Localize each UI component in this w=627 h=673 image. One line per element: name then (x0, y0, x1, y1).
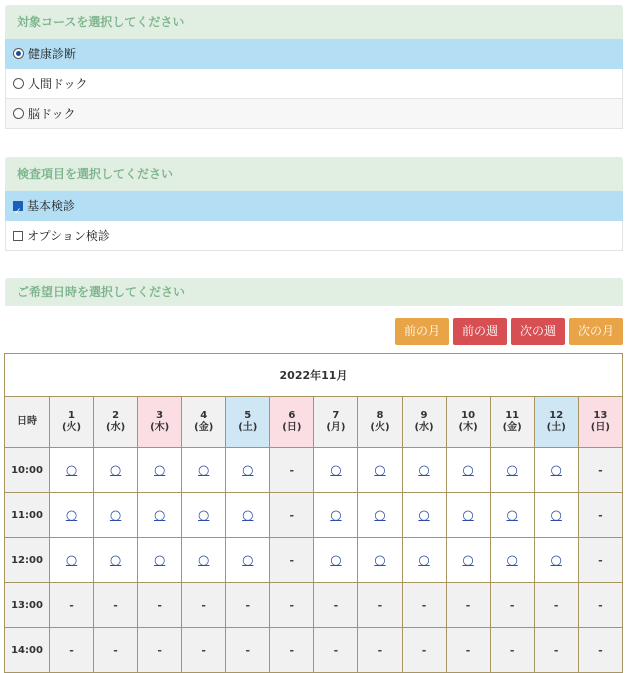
slot-unavailable: - (446, 583, 490, 628)
slot-unavailable: - (270, 538, 314, 583)
calendar-table (4, 353, 623, 673)
slot-available[interactable] (358, 448, 402, 493)
course-option-brain-dock[interactable] (5, 99, 623, 129)
slot-available[interactable] (446, 493, 490, 538)
prev-week-button[interactable]: 前の週 (453, 318, 507, 345)
day-weekday: (木) (458, 422, 478, 433)
slot-available-link[interactable]: ○ (109, 462, 122, 478)
day-header (358, 397, 402, 448)
slot-available-link[interactable]: ○ (418, 507, 430, 523)
calendar-body (5, 448, 623, 673)
course-option-human-dock[interactable] (5, 69, 623, 99)
day-weekday: (金) (194, 422, 214, 433)
day-header (270, 397, 314, 448)
slot-available-link[interactable]: ○ (374, 507, 386, 523)
day-number: 3 (156, 410, 164, 421)
slot-available-link[interactable]: ○ (198, 507, 210, 523)
slot-unavailable: - (402, 628, 446, 673)
day-weekday: (水) (106, 422, 126, 433)
slot-unavailable: - (94, 583, 138, 628)
items-section (5, 157, 623, 251)
slot-unavailable: - (358, 628, 402, 673)
next-week-button[interactable]: 次の週 (511, 318, 565, 345)
course-option-label: 人間ドック (28, 76, 88, 91)
day-weekday: (月) (326, 422, 346, 433)
slot-available[interactable] (94, 493, 138, 538)
slot-unavailable: - (182, 628, 226, 673)
slot-unavailable: - (94, 628, 138, 673)
slot-available-link[interactable]: ○ (418, 462, 430, 478)
slot-available-link[interactable]: ○ (550, 462, 562, 478)
slot-available-link[interactable]: ○ (462, 462, 474, 478)
time-row (5, 493, 623, 538)
slot-unavailable: - (314, 628, 358, 673)
slot-available-link[interactable]: ○ (506, 462, 518, 478)
day-number: 4 (200, 410, 208, 421)
slot-available-link[interactable]: ○ (330, 507, 342, 523)
day-weekday: (日) (590, 422, 610, 433)
day-number: 8 (376, 410, 384, 421)
slot-available[interactable] (226, 493, 270, 538)
slot-available[interactable] (50, 493, 94, 538)
checkbox-icon[interactable] (13, 231, 23, 241)
day-header (578, 397, 622, 448)
slot-unavailable: - (226, 628, 270, 673)
item-option-label: オプション検診 (27, 228, 110, 243)
slot-available[interactable] (226, 448, 270, 493)
slot-available[interactable] (534, 448, 578, 493)
slot-available-link[interactable]: ○ (109, 507, 122, 523)
slot-available[interactable] (490, 493, 534, 538)
day-number: 13 (593, 410, 608, 421)
slot-available[interactable] (94, 538, 138, 583)
slot-unavailable: - (138, 583, 182, 628)
slot-available-link[interactable]: ○ (506, 507, 518, 523)
slot-unavailable: - (578, 493, 622, 538)
slot-unavailable: - (50, 628, 94, 673)
slot-unavailable: - (270, 493, 314, 538)
day-header (182, 397, 226, 448)
slot-available-link[interactable]: ○ (242, 462, 254, 478)
day-number: 12 (549, 410, 564, 421)
slot-unavailable: - (358, 583, 402, 628)
slot-available[interactable] (182, 493, 226, 538)
item-option-basic[interactable] (5, 191, 623, 221)
day-number: 11 (505, 410, 520, 421)
slot-available[interactable] (138, 538, 182, 583)
course-section-title: 対象コースを選択してください (5, 5, 623, 39)
day-header (138, 397, 182, 448)
slot-available-link[interactable]: ○ (550, 507, 562, 523)
day-weekday: (火) (370, 422, 390, 433)
slot-available-link[interactable]: ○ (418, 552, 430, 568)
slot-unavailable: - (270, 628, 314, 673)
time-label: 10:00 (5, 448, 50, 493)
slot-unavailable: - (270, 448, 314, 493)
day-header (446, 397, 490, 448)
checkbox-checked-icon[interactable] (13, 201, 23, 211)
course-option-label: 脳ドック (28, 106, 76, 121)
slot-available-link[interactable]: ○ (109, 552, 122, 568)
day-number: 5 (244, 410, 252, 421)
day-number: 10 (461, 410, 476, 421)
day-weekday: (土) (546, 422, 566, 433)
slot-available[interactable] (490, 538, 534, 583)
slot-available-link[interactable]: ○ (330, 462, 342, 478)
prev-month-button[interactable]: 前の月 (395, 318, 449, 345)
day-number: 7 (332, 410, 340, 421)
slot-unavailable: - (138, 628, 182, 673)
slot-available[interactable] (94, 448, 138, 493)
time-row (5, 448, 623, 493)
day-number: 1 (68, 410, 76, 421)
time-column-header: 日時 (5, 397, 50, 448)
slot-unavailable: - (534, 583, 578, 628)
slot-available[interactable] (358, 493, 402, 538)
day-weekday: (土) (238, 422, 258, 433)
day-header (314, 397, 358, 448)
slot-available[interactable] (534, 538, 578, 583)
item-option-optional[interactable] (5, 221, 623, 251)
day-header (50, 397, 94, 448)
calendar-month-label: 2022年11月 (5, 354, 623, 397)
radio-icon[interactable] (13, 78, 24, 89)
day-weekday: (火) (61, 422, 82, 433)
slot-available-link[interactable]: ○ (65, 507, 78, 523)
slot-unavailable: - (226, 583, 270, 628)
radio-icon[interactable] (13, 108, 24, 119)
slot-available[interactable] (402, 538, 446, 583)
slot-available[interactable] (358, 538, 402, 583)
slot-unavailable: - (446, 628, 490, 673)
slot-available-link[interactable]: ○ (242, 552, 254, 568)
slot-available-link[interactable]: ○ (198, 552, 210, 568)
slot-available-link[interactable]: ○ (462, 552, 474, 568)
time-row (5, 628, 623, 673)
slot-unavailable: - (578, 628, 622, 673)
slot-available[interactable] (182, 448, 226, 493)
day-weekday: (日) (282, 422, 302, 433)
slot-available-link[interactable]: ○ (462, 507, 474, 523)
slot-available[interactable] (402, 493, 446, 538)
calendar-nav (395, 318, 623, 345)
slot-available-link[interactable]: ○ (153, 507, 166, 523)
slot-available-link[interactable]: ○ (153, 462, 166, 478)
day-weekday: (水) (414, 422, 434, 433)
slot-unavailable: - (182, 583, 226, 628)
day-header (226, 397, 270, 448)
slot-available[interactable] (490, 448, 534, 493)
day-weekday: (金) (502, 422, 522, 433)
day-header (490, 397, 534, 448)
slot-unavailable: - (578, 583, 622, 628)
radio-selected-icon[interactable] (13, 48, 24, 59)
item-option-label: 基本検診 (27, 198, 76, 213)
items-section-title: 検査項目を選択してください (5, 157, 623, 191)
day-weekday: (木) (150, 422, 170, 433)
slot-unavailable: - (314, 583, 358, 628)
time-row (5, 538, 623, 583)
slot-available-link[interactable]: ○ (242, 507, 254, 523)
slot-available[interactable] (138, 493, 182, 538)
slot-unavailable: - (402, 583, 446, 628)
slot-available-link[interactable]: ○ (550, 552, 562, 568)
datetime-section (5, 278, 623, 306)
course-option-label: 健康診断 (28, 46, 77, 61)
day-number: 9 (420, 410, 428, 421)
slot-available-link[interactable]: ○ (374, 552, 386, 568)
slot-available-link[interactable]: ○ (65, 552, 78, 568)
slot-unavailable: - (578, 448, 622, 493)
slot-unavailable: - (490, 628, 534, 673)
slot-available[interactable] (446, 538, 490, 583)
slot-unavailable: - (490, 583, 534, 628)
time-label: 14:00 (5, 628, 50, 673)
datetime-section-title: ご希望日時を選択してください (5, 278, 623, 306)
slot-available-link[interactable]: ○ (153, 552, 166, 568)
slot-available-link[interactable]: ○ (198, 462, 210, 478)
slot-available[interactable] (50, 538, 94, 583)
course-section (5, 5, 623, 129)
time-label: 11:00 (5, 493, 50, 538)
day-number: 6 (288, 410, 296, 421)
slot-available-link[interactable]: ○ (330, 552, 342, 568)
time-row (5, 583, 623, 628)
slot-unavailable: - (534, 628, 578, 673)
slot-available[interactable] (446, 448, 490, 493)
slot-available[interactable] (402, 448, 446, 493)
day-header (402, 397, 446, 448)
day-number: 2 (112, 410, 120, 421)
slot-unavailable: - (50, 583, 94, 628)
slot-available-link[interactable]: ○ (65, 462, 78, 478)
slot-available[interactable] (50, 448, 94, 493)
time-label: 13:00 (5, 583, 50, 628)
slot-unavailable: - (270, 583, 314, 628)
slot-available[interactable] (226, 538, 270, 583)
slot-available[interactable] (314, 448, 358, 493)
day-header (534, 397, 578, 448)
slot-available[interactable] (182, 538, 226, 583)
slot-available[interactable] (314, 493, 358, 538)
slot-available[interactable] (138, 448, 182, 493)
slot-available-link[interactable]: ○ (506, 552, 518, 568)
slot-available[interactable] (314, 538, 358, 583)
next-month-button[interactable]: 次の月 (569, 318, 623, 345)
day-header-row (5, 397, 623, 448)
slot-available-link[interactable]: ○ (374, 462, 386, 478)
slot-unavailable: - (578, 538, 622, 583)
time-label: 12:00 (5, 538, 50, 583)
day-header (94, 397, 138, 448)
slot-available[interactable] (534, 493, 578, 538)
course-option-health-check[interactable] (5, 39, 623, 69)
